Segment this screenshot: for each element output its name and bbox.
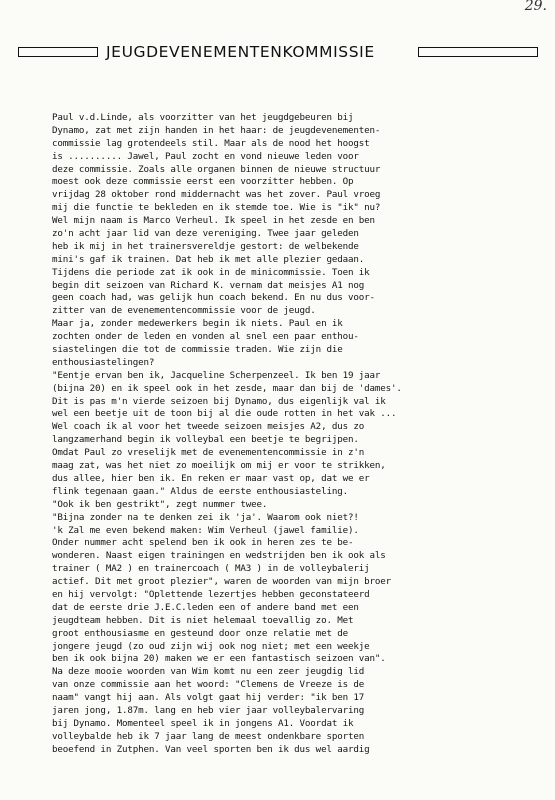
text-line: 'k Zal me even bekend maken: Wim Verheul (jawel familie).	[52, 524, 359, 536]
text-line: Wel mijn naam is Marco Verheul. Ik speel in het zesde en ben	[52, 215, 375, 227]
text-line: Wel coach ik al voor het tweede seizoen meisjes A2, dus zo	[52, 421, 365, 433]
text-line: zo'n acht jaar lid van deze vereniging. Twee jaar geleden	[52, 228, 359, 240]
text-line: Maar ja, zonder medewerkers begin ik niets. Paul en ik	[52, 318, 343, 330]
text-line: commissie lag grotendeels stil. Maar als de nood het hoogst	[52, 137, 370, 149]
text-line: en hij vervolgt: "Oplettende lezertjes hebben geconstateerd	[52, 588, 370, 600]
text-line: mij die functie te bekleden en ik stemde toe. Wie is "ik" nu?	[52, 202, 381, 214]
header-bar-right	[418, 47, 538, 57]
text-line: wel een beetje uit de toon bij al die oude rotten in het vak ...	[52, 408, 397, 420]
section-header	[18, 42, 538, 62]
text-line: dus allee, hier ben ik. En reken er maar vast op, dat we er	[52, 472, 370, 484]
header-bar-left	[18, 47, 98, 57]
text-line: heb ik mij in het trainersvereldje gestort: de welbekende	[52, 240, 359, 252]
text-line: enthousiastelingen?	[52, 356, 155, 368]
text-line: Dynamo, zat met zijn handen in het haar: de jeugdevenementen-	[52, 124, 381, 136]
text-line: deze commissie. Zoals alle organen binnen de nieuwe structuur	[52, 163, 381, 175]
text-line: volleybalde heb ik 7 jaar lang de meest ondenkbare sporten	[52, 730, 365, 742]
text-line: Omdat Paul zo vreselijk met de evenementencommissie in z'n	[52, 447, 365, 459]
text-line: groot enthousiasme en gesteund door onze relatie met de	[52, 627, 348, 639]
text-line: langzamerhand begin ik volleybal een beetje te begrijpen.	[52, 434, 359, 446]
text-line: (bijna 20) en ik speel ook in het zesde, maar dan bij de 'dames'.	[52, 382, 402, 394]
section-title: JEUGDEVENEMENTENKOMMISSIE	[106, 43, 375, 61]
text-line: trainer ( MA2 ) en trainercoach ( MA3 ) in de volleybalerij	[52, 563, 370, 575]
text-line: bij Dynamo. Momenteel speel ik in jongens A1. Voordat ik	[52, 717, 354, 729]
text-line: "Ook ik ben gestrikt", zegt nummer twee.	[52, 498, 268, 510]
article-body	[52, 112, 542, 757]
text-line: jeugdteam hebben. Dit is niet helemaal toevallig zo. Met	[52, 614, 354, 626]
text-line: beoefend in Zutphen. Van veel sporten ben ik dus wel aardig	[52, 743, 370, 755]
text-line: Tijdens die periode zat ik ook in de minicommissie. Toen ik	[52, 266, 370, 278]
text-line: wonderen. Naast eigen trainingen en wedstrijden ben ik ook als	[52, 550, 386, 562]
text-line: ben ik ook bijna 20) maken we er een fantastisch seizoen van".	[52, 653, 386, 665]
text-line: begin dit seizoen van Richard K. vernam dat meisjes A1 nog	[52, 279, 365, 291]
page-number: 29.	[524, 0, 547, 14]
text-line: actief. Dit met groot plezier", waren de woorden van mijn broer	[52, 576, 392, 588]
text-line: Na deze mooie woorden van Wim komt nu een zeer jeugdig lid	[52, 666, 365, 678]
text-line: Paul v.d.Linde, als voorzitter van het jeugdgebeuren bij	[52, 112, 354, 123]
text-line: geen coach had, was gelijk hun coach bekend. En nu dus voor-	[52, 292, 375, 304]
text-line: siastelingen die tot de commissie traden. Wie zijn die	[52, 344, 343, 356]
text-line: zitter van de evenementencommissie voor de jeugd.	[52, 305, 316, 317]
text-line: is .......... Jawel, Paul zocht en vond nieuwe leden voor	[52, 150, 359, 162]
text-line: naam" vangt hij aan. Als volgt gaat hij verder: "ik ben 17	[52, 692, 365, 704]
text-line: van onze commissie aan het woord: "Clemens de Vreeze is de	[52, 679, 365, 691]
text-line: "Eentje ervan ben ik, Jacqueline Scherpenzeel. Ik ben 19 jaar	[52, 369, 381, 381]
text-line: dat de eerste drie J.E.C.leden een of andere band met een	[52, 601, 359, 613]
text-line: jongere jeugd (zo oud zijn wij ook nog niet; met een weekje	[52, 640, 370, 652]
text-line: vrijdag 28 oktober rond middernacht was het zover. Paul vroeg	[52, 189, 381, 201]
text-line: zochten onder de leden en vonden al snel een paar enthou-	[52, 331, 359, 343]
text-line: Dit is pas m'n vierde seizoen bij Dynamo, dus eigenlijk val ik	[52, 395, 386, 407]
text-line: flink tegenaan gaan." Aldus de eerste enthousiasteling.	[52, 485, 348, 497]
text-line: mini's gaf ik trainen. Dat heb ik met alle plezier gedaan.	[52, 253, 365, 265]
text-line: "Bijna zonder na te denken zei ik 'ja'. Waarom ook niet?!	[52, 511, 359, 523]
text-line: maag zat, was het niet zo moeilijk om mij er voor te strikken,	[52, 460, 386, 472]
text-line: Onder nummer acht spelend ben ik ook in heren zes te be-	[52, 537, 354, 549]
text-line: jaren jong, 1.87m. lang en heb vier jaar volleybalervaring	[52, 704, 365, 716]
text-line: moest ook deze commissie eerst een voorzitter hebben. Op	[52, 176, 354, 188]
